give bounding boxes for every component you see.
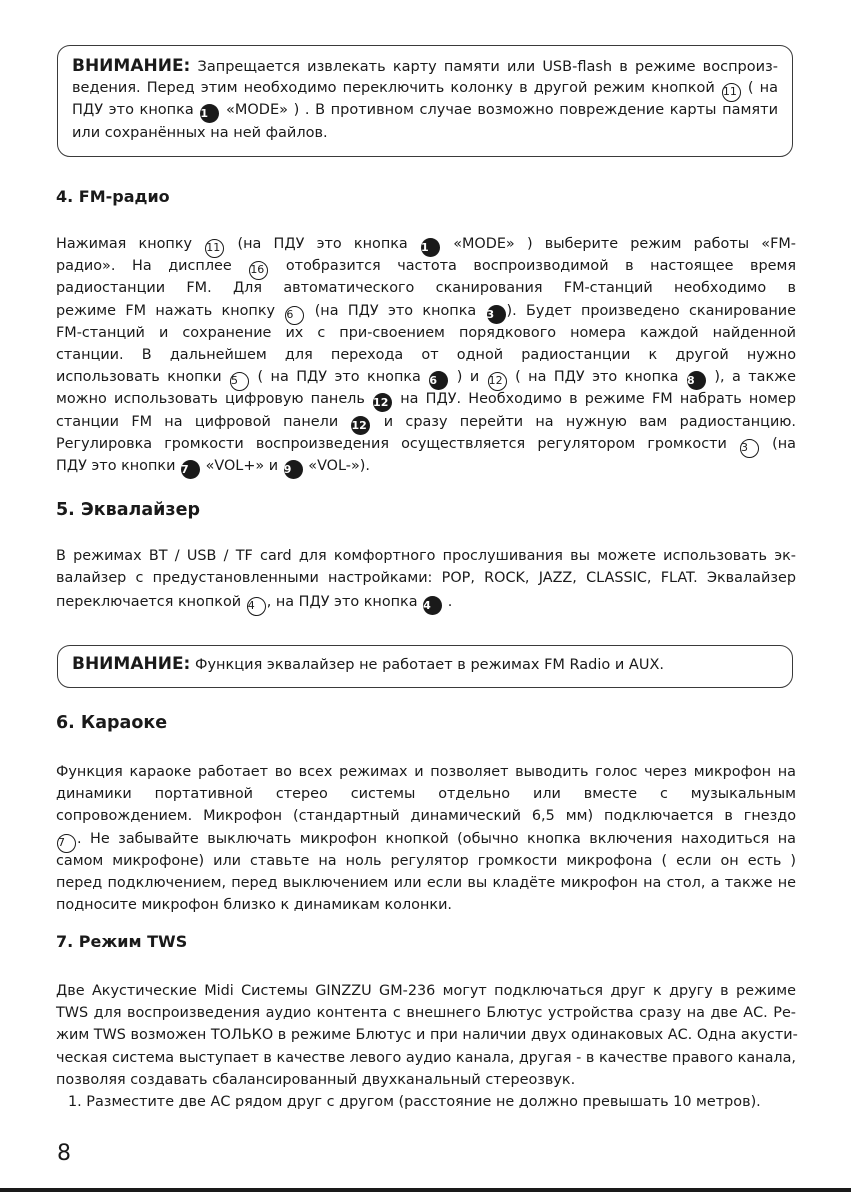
- text-segment: Функция караоке работает во всех режимах и позволяет выводить голос через микрофон на: [56, 764, 796, 780]
- text-segment: TWS для воспроизведения аудио контента с внешнего Блютус устройства сразу на две АС. Ре-: [56, 1005, 796, 1022]
- button-number-circle: 4: [247, 597, 266, 616]
- remote-button-number-circle: 12: [351, 416, 370, 435]
- warning-label: ВНИМАНИЕ:: [72, 56, 191, 76]
- text-segment: ( на ПДУ это кнопка: [250, 369, 429, 386]
- remote-button-number-circle: 9: [284, 460, 303, 479]
- text-segment: или сохранённых на ней файлов.: [72, 124, 328, 141]
- text-segment: Нажимая кнопку: [56, 236, 205, 252]
- text-segment: FM-станций и сохранение их с при-своением порядкового номера каждой найденной: [56, 324, 796, 341]
- karaoke-paragraph: [56, 761, 796, 916]
- text-segment: «VOL+» и: [201, 457, 283, 474]
- text-segment: ПДУ это кнопки: [56, 457, 180, 474]
- bottom-rule: [0, 1188, 851, 1192]
- text-segment: В режимах BT / USB / TF card для комфортного прослушивания вы можете использовать эк-: [56, 548, 796, 564]
- text-segment: валайзер с предустановленными настройками: POP, ROCK, JAZZ, CLASSIC, FLAT. Эквалайзер: [56, 570, 796, 587]
- text-segment: «MODE» ) . В противном случае возможно повреждение карты памяти: [220, 102, 778, 119]
- text-segment: . Не забывайте выключать микрофон кнопкой (обычно кнопка включения находиться на: [77, 830, 796, 847]
- remote-button-number-circle: 1: [421, 238, 440, 257]
- text-segment: станции. В дальнейшем для перехода от одной радиостанции к другой нужно: [56, 346, 796, 363]
- notice-line: [72, 99, 778, 121]
- remote-button-number-circle: 1: [200, 104, 219, 123]
- tws-paragraph: [56, 980, 796, 1113]
- notice-line: [72, 77, 778, 99]
- text-segment: подносите микрофон близко к динамикам колонки.: [56, 897, 453, 914]
- fm-paragraph: [56, 233, 796, 477]
- remote-button-number-circle: 8: [687, 371, 706, 390]
- remote-button-number-circle: 3: [487, 305, 506, 324]
- notice-memory-card: [57, 45, 793, 157]
- section-heading-karaoke: 6. Караоке: [56, 713, 168, 733]
- text-segment: радиостанции FM. Для автоматического сканирования FM-станций необходимо в: [56, 280, 796, 297]
- text-segment: ( на: [741, 80, 778, 97]
- notice-line: [72, 55, 778, 77]
- text-segment: Две Акустические Midi Системы GINZZU GM-236 могут подключаться друг к другу в режиме: [56, 983, 796, 999]
- text-segment: перед подключением, перед выключением или если вы кладёте микрофон на стол, а также не: [56, 874, 796, 891]
- text-segment: сопровождением. Микрофон (стандартный динамический 6,5 мм) подключается в гнездо: [56, 808, 796, 825]
- notice-equalizer: [57, 645, 793, 688]
- text-segment: радио». На дисплее: [56, 258, 249, 275]
- jack-number-circle: 7: [57, 834, 76, 853]
- text-segment: (на ПДУ это кнопка: [305, 302, 486, 319]
- button-number-circle: 5: [230, 372, 249, 391]
- button-number-circle: 3: [740, 439, 759, 458]
- text-segment: позволяя создавать сбалансированный двухканальный стереозвук.: [56, 1071, 576, 1088]
- text-segment: ПДУ это кнопка: [72, 102, 200, 119]
- text-segment: отобразится частота воспроизводимой в настоящее время: [269, 258, 796, 275]
- button-number-circle: 11: [722, 83, 741, 102]
- text-segment: жим TWS возможен ТОЛЬКО в режиме Блютус и при наличии двух одинаковых АС. Одна акусти-: [56, 1027, 798, 1044]
- text-segment: (на: [760, 435, 796, 452]
- equalizer-paragraph: [56, 545, 796, 614]
- text-segment: ) и: [449, 369, 487, 386]
- text-segment: Запрещается извлекать карту памяти или USB-flash в режиме воспроиз-: [190, 59, 778, 75]
- text-segment: ). Будет произведено сканирование: [506, 302, 796, 319]
- text-segment: режиме FM нажать кнопку: [56, 302, 285, 319]
- section-heading-fm: 4. FM-радио: [56, 187, 170, 206]
- remote-button-number-circle: 7: [181, 460, 200, 479]
- text-segment: Регулировка громкости воспроизведения осуществляется регулятором громкости: [56, 435, 740, 452]
- text-segment: станции FM на цифровой панели: [56, 413, 351, 430]
- text-segment: «MODE» ) выберите режим работы «FM-: [440, 236, 796, 252]
- list-item: [56, 1091, 796, 1113]
- section-heading-equalizer: 5. Эквалайзер: [56, 500, 200, 520]
- button-number-circle: 12: [488, 372, 507, 391]
- display-number-circle: 16: [249, 261, 268, 280]
- text-segment: и сразу перейти на нужную вам радиостанцию.: [371, 413, 796, 430]
- section-heading-tws: 7. Режим TWS: [56, 932, 188, 951]
- page-number: 8: [57, 1141, 71, 1166]
- text-segment: динамики портативной стерео системы отдельно или вместе с музыкальным: [56, 786, 796, 803]
- text-segment: самом микрофоне) или ставьте на ноль регулятор громкости микрофона ( если он есть ): [56, 852, 796, 869]
- text-segment: ведения. Перед этим необходимо переключить колонку в другой режим кнопкой: [72, 80, 721, 97]
- text-segment: можно использовать цифровую панель: [56, 391, 373, 408]
- text-segment: Функция эквалайзер не работает в режимах FM Radio и AUX.: [190, 657, 664, 673]
- text-segment: .: [443, 594, 453, 611]
- button-number-circle: 6: [285, 306, 304, 325]
- remote-button-number-circle: 4: [423, 596, 442, 615]
- text-segment: ), а также: [706, 369, 797, 386]
- text-segment: использовать кнопки: [56, 369, 230, 386]
- text-segment: ( на ПДУ это кнопка: [507, 369, 686, 386]
- text-segment: «VOL-»).: [303, 457, 370, 474]
- text-segment: ческая система выступает в качестве левого аудио канала, другая - в качестве правого канала,: [56, 1049, 796, 1066]
- remote-button-number-circle: 12: [373, 393, 392, 412]
- button-number-circle: 11: [205, 239, 224, 258]
- text-segment: 1. Разместите две АС рядом друг с другом (расстояние не должно превышать 10 метров).: [68, 1093, 761, 1110]
- text-segment: (на ПДУ это кнопка: [225, 236, 420, 252]
- text-segment: переключается кнопкой: [56, 594, 246, 611]
- warning-label: ВНИМАНИЕ:: [72, 654, 191, 674]
- text-segment: на ПДУ. Необходимо в режиме FM набрать номер: [393, 391, 796, 408]
- remote-button-number-circle: 6: [429, 371, 448, 390]
- notice-line: [72, 122, 778, 144]
- text-segment: , на ПДУ это кнопка: [266, 594, 423, 611]
